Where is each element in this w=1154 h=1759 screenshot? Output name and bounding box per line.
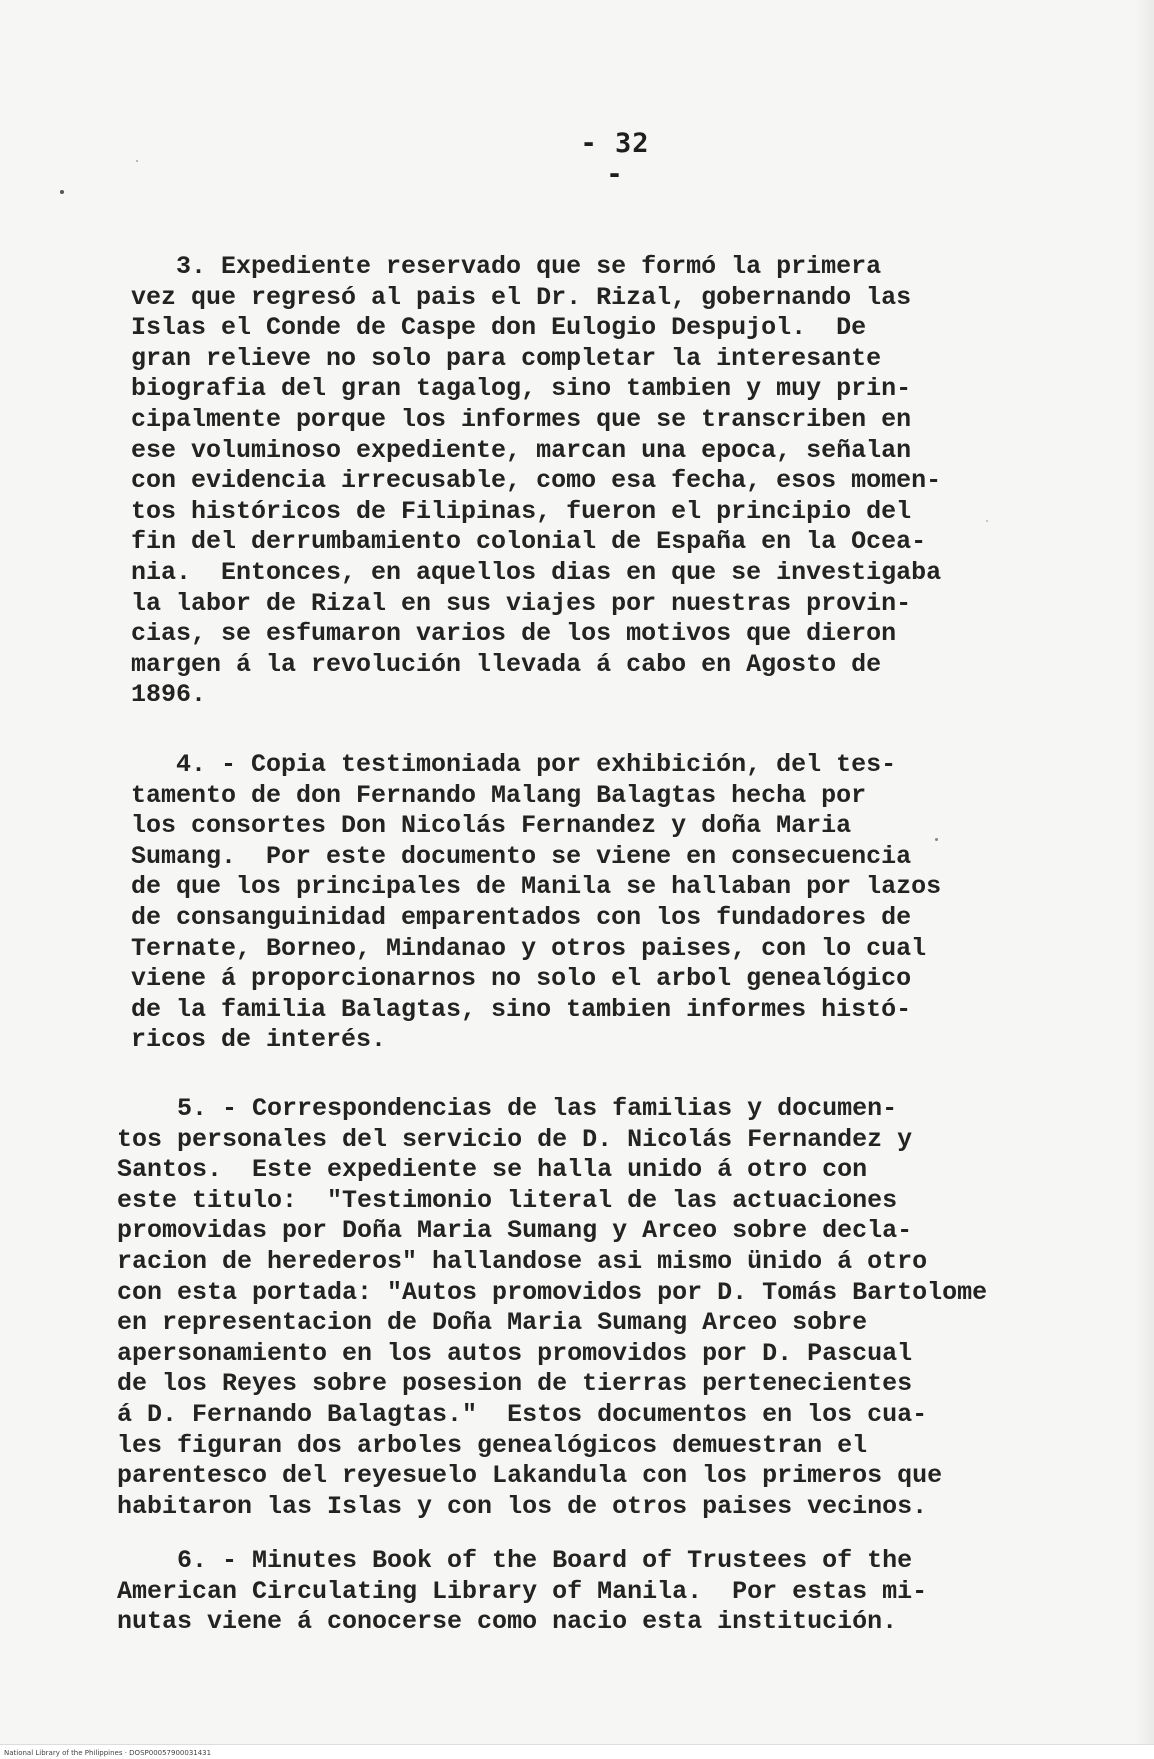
text-line: Santos. Este expediente se halla unido á otro con: [117, 1155, 868, 1185]
text-line: la labor de Rizal en sus viajes por nuestras provin-: [131, 588, 912, 618]
footer-caption: National Library of the Philippines · DOSP00057900031431: [4, 1749, 212, 1757]
text-line: de consanguinidad emparentados con los fundadores de: [131, 902, 912, 932]
text-line: promovidas por Doña Maria Sumang y Arceo sobre decla-: [117, 1216, 913, 1246]
text-line: los consortes Don Nicolás Fernandez y doña Maria: [131, 811, 852, 841]
text-line: les figuran dos arboles genealógicos demuestran el: [117, 1430, 868, 1460]
text-line: ricos de interés.: [131, 1025, 387, 1055]
text-line: margen á la revolución llevada á cabo en Agosto de: [131, 649, 882, 679]
text-line: este titulo: "Testimonio literal de las actuaciones: [117, 1185, 898, 1215]
text-line: tamento de don Fernando Malang Balagtas hecha por: [131, 780, 867, 810]
text-line: apersonamiento en los autos promovidos por D. Pascual: [117, 1338, 913, 1368]
paper-edge-shade: [1134, 0, 1154, 1745]
text-line: 6. - Minutes Book of the Board of Trustees of the: [117, 1546, 913, 1575]
text-line: parentesco del reyesuelo Lakandula con los primeros que: [117, 1461, 943, 1491]
text-line: Islas el Conde de Caspe don Eulogio Despujol. De: [131, 313, 867, 343]
text-line: racion de herederos" hallandose asi mismo ünido á otro: [117, 1246, 928, 1276]
text-line: cias, se esfumaron varios de los motivos que dieron: [131, 619, 897, 649]
text-line: tos históricos de Filipinas, fueron el principio del: [131, 496, 912, 526]
text-line: fin del derrumbamiento colonial de España en la Ocea-: [131, 527, 927, 557]
paragraph-4: [131, 750, 941, 1056]
text-line: habitaron las Islas y con los de otros paises vecinos.: [117, 1491, 928, 1521]
text-line: 1896.: [131, 680, 207, 710]
text-line: de la familia Balagtas, sino tambien informes histó-: [131, 994, 912, 1024]
page-number: - 32 -: [580, 128, 650, 190]
text-line: de los Reyes sobre posesion de tierras pertenecientes: [117, 1369, 913, 1399]
scan-speck: [60, 190, 64, 194]
paragraph-5: [117, 1094, 987, 1522]
text-line: 3. Expediente reservado que se formó la primera: [131, 252, 882, 281]
text-line: cipalmente porque los informes que se transcriben en: [131, 404, 912, 434]
text-line: gran relieve no solo para completar la interesante: [131, 343, 882, 373]
text-line: vez que regresó al pais el Dr. Rizal, gobernando las: [131, 282, 912, 312]
text-line: Sumang. Por este documento se viene en consecuencia: [131, 841, 912, 871]
text-line: Ternate, Borneo, Mindanao y otros paises, con lo cual: [131, 933, 927, 963]
paragraph-3: [131, 252, 941, 711]
text-line: con esta portada: "Autos promovidos por D. Tomás Bartolome: [117, 1277, 988, 1307]
text-line: tos personales del servicio de D. Nicolás Fernandez y: [117, 1124, 913, 1154]
text-line: nia. Entonces, en aquellos dias en que se investigaba: [131, 557, 942, 587]
footer-bar: [0, 1744, 1154, 1759]
scan-speck: [935, 838, 938, 841]
text-line: en representacion de Doña Maria Sumang Arceo sobre: [117, 1308, 868, 1338]
scan-speck: [986, 520, 988, 522]
paragraph-6: [117, 1546, 927, 1638]
text-line: de que los principales de Manila se hallaban por lazos: [131, 872, 942, 902]
text-line: American Circulating Library of Manila. Por estas mi-: [117, 1576, 928, 1606]
scan-speck: [136, 160, 138, 162]
text-line: con evidencia irrecusable, como esa fecha, esos momen-: [131, 466, 942, 496]
text-line: 4. - Copia testimoniada por exhibición, del tes-: [131, 750, 897, 779]
text-line: á D. Fernando Balagtas." Estos documentos en los cua-: [117, 1399, 928, 1429]
text-line: biografia del gran tagalog, sino tambien y muy prin-: [131, 374, 912, 404]
text-line: 5. - Correspondencias de las familias y documen-: [117, 1094, 898, 1123]
text-line: viene á proporcionarnos no solo el arbol genealógico: [131, 964, 912, 994]
text-line: nutas viene á conocerse como nacio esta institución.: [117, 1607, 898, 1637]
text-line: ese voluminoso expediente, marcan una epoca, señalan: [131, 435, 912, 465]
